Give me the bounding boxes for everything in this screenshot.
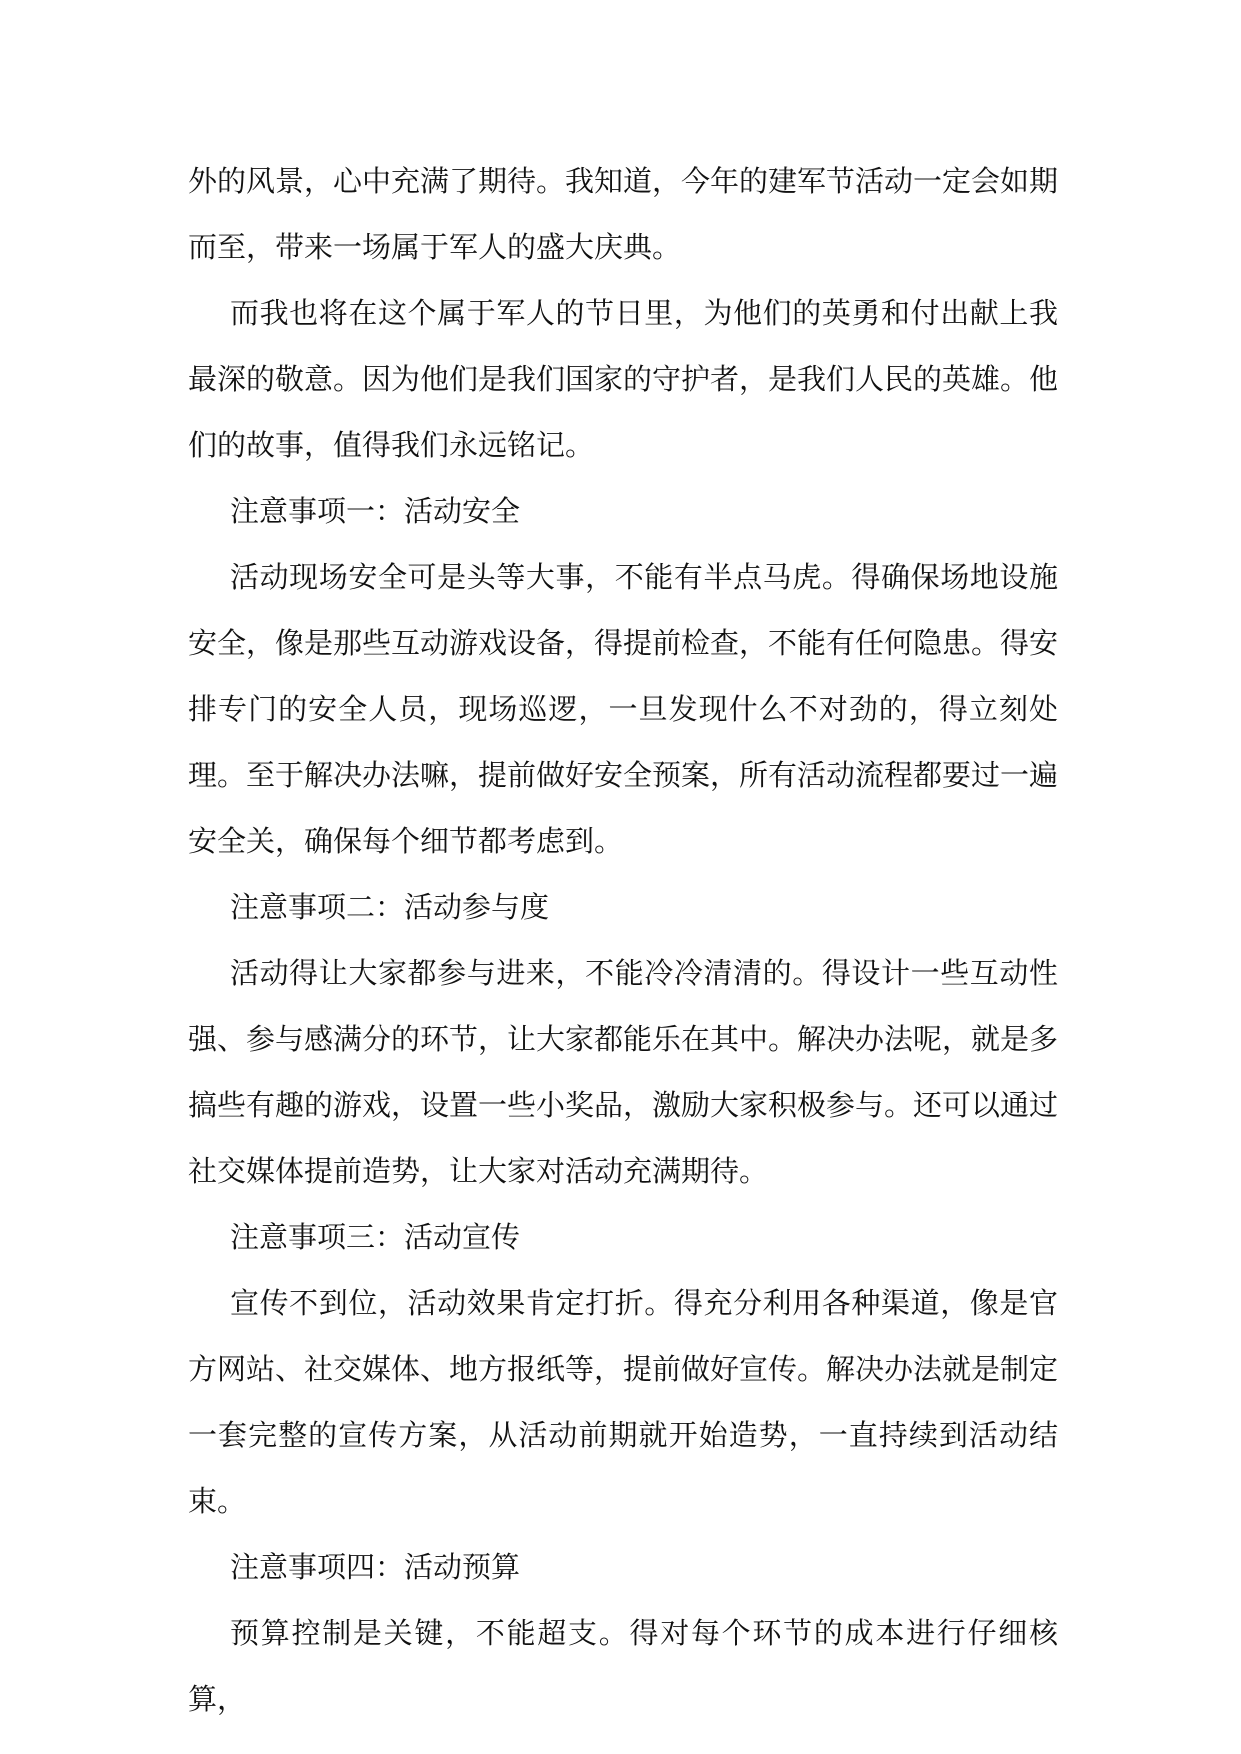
- document-page: [188, 148, 1058, 1732]
- paragraph-tribute: 而我也将在这个属于军人的节日里，为他们的英勇和付出献上我最深的敬意。因为他们是我们国家的守护者，是我们人民的英雄。他们的故事，值得我们永远铭记。: [188, 296, 1059, 462]
- heading-note-4-budget: 注意事项四：活动预算: [230, 1550, 521, 1584]
- paragraph-safety: 活动现场安全可是头等大事，不能有半点马虎。得确保场地设施安全，像是那些互动游戏设备，得提前检查，不能有任何隐患。得安排专门的安全人员，现场巡逻，一旦发现什么不对劲的，得立刻处理。至于解决办法嘛，提前做好安全预案，所有活动流程都要过一遍安全关，确保每个细节都考虑到。: [188, 560, 1059, 858]
- paragraph-publicity: 宣传不到位，活动效果肯定打折。得充分利用各种渠道，像是官方网站、社交媒体、地方报纸等，提前做好宣传。解决办法就是制定一套完整的宣传方案，从活动前期就开始造势，一直持续到活动结束。: [188, 1286, 1059, 1518]
- heading-note-3-publicity: 注意事项三：活动宣传: [230, 1220, 521, 1254]
- paragraph-budget: 预算控制是关键，不能超支。得对每个环节的成本进行仔细核算，: [188, 1616, 1058, 1716]
- paragraph-continued-text: 外的风景，心中充满了期待。我知道，今年的建军节活动一定会如期而至，带来一场属于军人的盛大庆典。: [188, 164, 1059, 264]
- paragraph-participation: 活动得让大家都参与进来，不能冷冷清清的。得设计一些互动性强、参与感满分的环节，让大家都能乐在其中。解决办法呢，就是多搞些有趣的游戏，设置一些小奖品，激励大家积极参与。还可以通过社交媒体提前造势，让大家对活动充满期待。: [188, 956, 1059, 1188]
- heading-note-1-safety: 注意事项一：活动安全: [230, 494, 521, 528]
- heading-note-2-participation: 注意事项二：活动参与度: [230, 890, 550, 924]
